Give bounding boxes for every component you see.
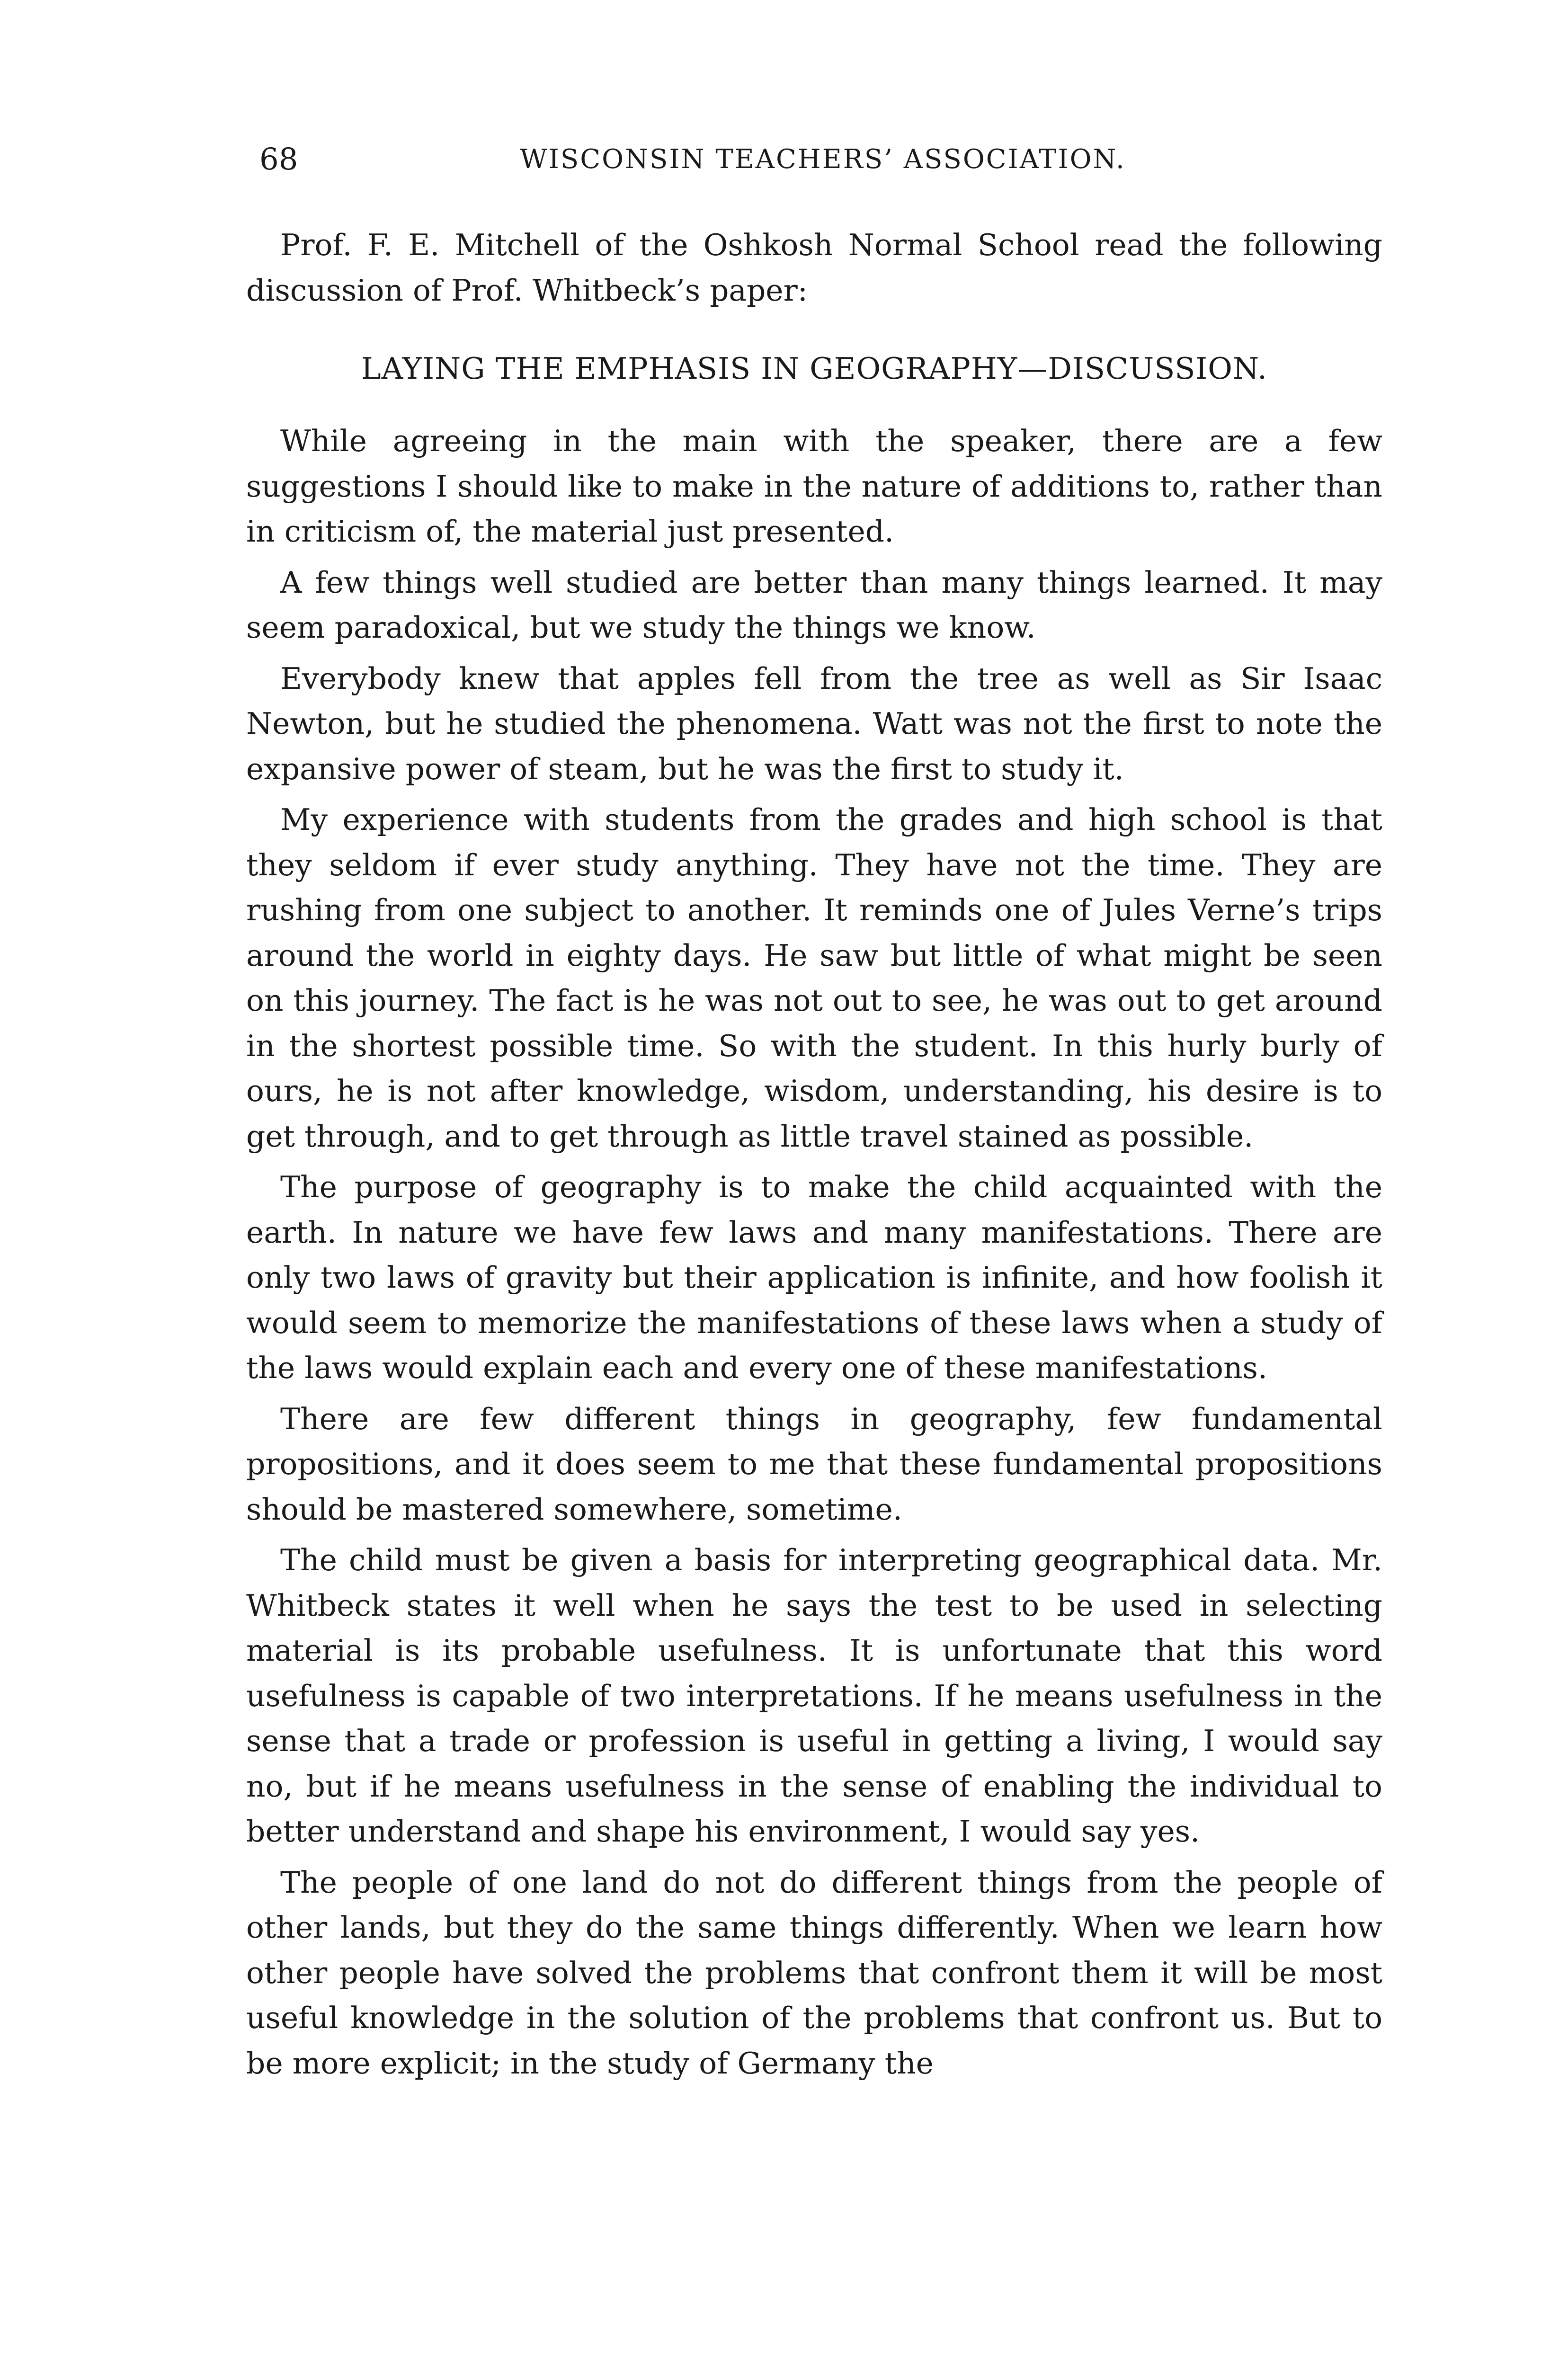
paragraph: The purpose of geography is to make the child acquainted with the earth. In nature we have few laws and many manifestations. There are only two laws of gravity but their application is infinite, and how foolish it would seem to memorize the manifestations of these laws when a study of the laws would explain each and every one of these manifestations. [246,1170,1382,1385]
page-header [259,133,1386,186]
paragraph: While agreeing in the main with the speaker, there are a few suggestions I should like to make in the nature of additions to, rather than in criticism of, the material just presented. [246,424,1382,549]
paragraph: The child must be given a basis for interpreting geographical data. Mr. Whitbeck states it well when he says the test to be used in selecting material is its probable usefulness. It is unfortunate that this word usefulness is capable of two interpretations. If he means usefulness in the sense that a trade or profession is useful in getting a living, I would say no, but if he means usefulness in the sense of enabling the individual to better understand and shape his environment, I would say yes. [246,1543,1382,1849]
paragraph: There are few different things in geography, few fundamental propositions, and it does seem to me that these fundamental propositions should be mastered somewhere, sometime. [246,1401,1382,1527]
article-body [246,222,1382,2086]
section-heading: LAYING THE EMPHASIS IN GEOGRAPHY—DISCUSSION. [361,351,1268,386]
paragraph: My experience with students from the grades and high school is that they seldom if ever study anything. They have not the time. They are rushing from one subject to another. It reminds one of Jules Verne’s trips around the world in eighty days. He saw but little of what might be seen on this journey. The fact is he was not out to see, he was out to get around in the shortest possible time. So with the student. In this hurly burly of ours, he is not after knowledge, wisdom, understanding, his desire is to get through, and to get through as little travel stained as possible. [246,802,1382,1154]
paragraph: A few things well studied are better than many things learned. It may seem paradoxical, but we study the things we know. [246,565,1382,645]
intro-paragraph: Prof. F. E. Mitchell of the Oshkosh Normal School read the following discussion of Prof. Whitbeck’s paper: [246,228,1382,308]
paragraph: The people of one land do not do different things from the people of other lands, but they do the same things differently. When we learn how other people have solved the problems that confront them it will be most useful knowledge in the solution of the problems that confront us. But to be more explicit; in the study of Germany the [246,1865,1382,2081]
page-number: 68 [259,142,298,177]
paragraph: Everybody knew that apples fell from the tree as well as Sir Isaac Newton, but he studied the phenomena. Watt was not the first to note the expansive power of steam, but he was the first to study it. [246,661,1382,786]
running-title: WISCONSIN TEACHERS’ ASSOCIATION. [520,144,1126,175]
